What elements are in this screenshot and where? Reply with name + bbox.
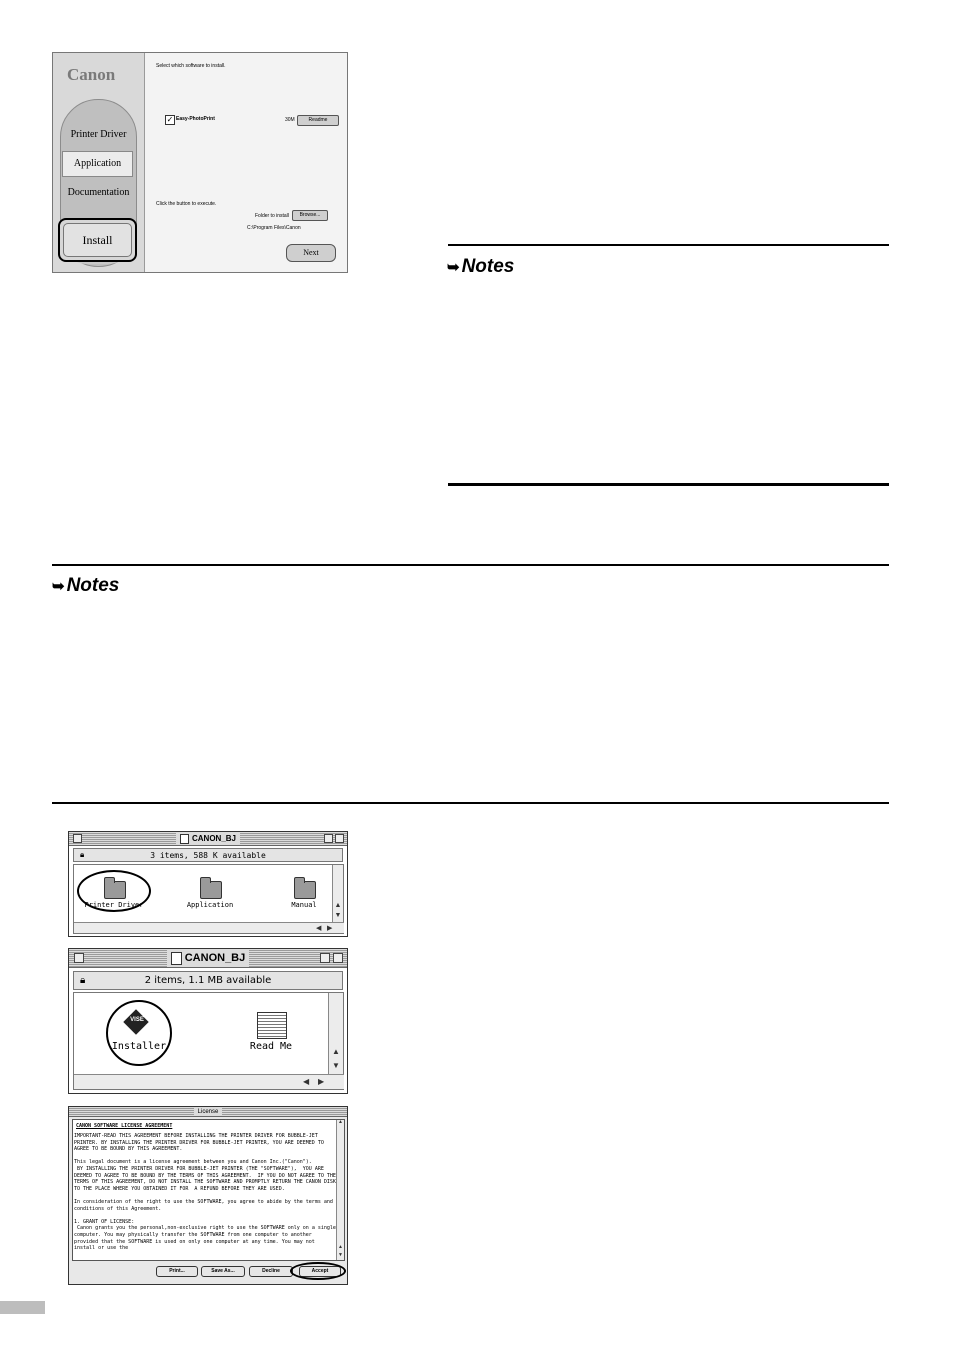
notes-heading (447, 256, 514, 278)
notes-arrow-icon: ➥ (447, 259, 460, 276)
disk-icon (180, 834, 189, 844)
scroll-up-icon[interactable]: ▲ (332, 1047, 340, 1056)
disk-icon (171, 952, 182, 965)
icon-label[interactable]: Read Me (249, 1041, 293, 1052)
install-button[interactable] (58, 218, 137, 262)
print-button[interactable]: Print... (156, 1266, 198, 1277)
scroll-left-icon[interactable]: ◀ (303, 1077, 310, 1086)
folder-path: C:\Program Files\Canon (247, 225, 301, 231)
document-icon[interactable] (257, 1012, 287, 1039)
scroll-left-icon[interactable]: ◀ (316, 925, 322, 932)
scroll-right-icon[interactable]: ▶ (318, 1077, 325, 1086)
notes-top-rule (52, 564, 889, 566)
folder-icon[interactable] (294, 881, 316, 899)
icon-label[interactable]: Installer (111, 1041, 167, 1052)
installer-main-panel (145, 53, 347, 272)
icon-label[interactable]: Manual (291, 901, 317, 909)
scroll-up-icon[interactable]: ▲ (334, 902, 342, 909)
info-text: 2 items, 1.1 MB available (144, 975, 272, 986)
scroll-right-icon[interactable]: ▶ (327, 925, 333, 932)
canon-logo: Canon (67, 65, 116, 84)
finder-window (68, 948, 348, 1094)
license-heading: CANON SOFTWARE LICENSE AGREEMENT (76, 1123, 173, 1129)
scroll-down-icon[interactable]: ▼ (338, 1252, 343, 1258)
window-content (73, 992, 344, 1090)
window-title-text: CANON_BJ (184, 952, 246, 964)
window-content (73, 864, 344, 934)
nav-application[interactable]: Application (62, 151, 133, 177)
highlight-circle (77, 870, 151, 912)
window-title (176, 832, 240, 845)
icon-label[interactable]: Application (186, 901, 234, 909)
horizontal-scrollbar[interactable] (74, 922, 344, 933)
info-bar (73, 848, 343, 862)
notes-arrow-icon: ➥ (52, 578, 65, 595)
save-as-button[interactable]: Save As... (201, 1266, 245, 1277)
notes-bottom-rule (52, 802, 889, 804)
browse-button[interactable]: Browse... (292, 210, 328, 221)
notes-heading (52, 575, 119, 597)
finder-window (68, 831, 348, 937)
installer-window (52, 52, 348, 273)
item-size: 30M (285, 117, 295, 123)
license-window (68, 1106, 348, 1285)
lock-icon: 🔒︎ (80, 975, 86, 986)
notes-bottom-rule (448, 483, 889, 486)
vertical-scrollbar[interactable] (332, 865, 343, 923)
horizontal-scrollbar[interactable] (74, 1074, 344, 1089)
nav-documentation[interactable]: Documentation (67, 187, 130, 198)
readme-button[interactable]: Readme (297, 115, 339, 126)
easy-photoprint-label: Easy-PhotoPrint (176, 116, 215, 122)
click-prompt: Click the button to execute. (156, 201, 217, 207)
info-bar (73, 971, 343, 990)
select-prompt: Select which software to install. (156, 63, 226, 69)
license-body: IMPORTANT-READ THIS AGREEMENT BEFORE INSTALLING THE PRINTER DRIVER FOR BUBBLE-JET PRINTER. BY INSTALLING THE PRINTER DRIVER FOR BUBBLE-JET PRINTER, YOU ARE DEEMED TO AGREE TO BE BOUND BY THIS AGREEMENT. This legal document is a license agreement between you and Canon Inc.("Canon"). BY INSTALLING THE PRINTER DRIVER FOR BUBBLE-JET PRINTER (THE "SOFTWARE"), YOU ARE DEEMED TO AGREE TO BE BOUND BY THE TERMS OF THIS AGREEMENT. IF YOU DO NOT AGREE TO THE TERMS OF THIS AGREEMENT, DO NOT INSTALL THE SOFTWARE AND PROMPTLY RETURN THE CANON DISK TO THE PLACE WHERE YOU OBTAINED IT FOR A REFUND BEFORE THEY ARE USED. In consideration of the right to use the SOFTWARE, you agree to abide by the terms and conditions of this Agreement. 1. GRANT OF LICENSE: Canon grants you the personal,non-exclusive right to use the SOFTWARE only on a single computer. You may physically transfer the SOFTWARE from one computer to another provided that the SOFTWARE is used on only one computer at any time. You may not install or use the (74, 1133, 336, 1252)
nav-printer-driver[interactable]: Printer Driver (70, 129, 127, 140)
scroll-up-icon[interactable]: ▲ (338, 1119, 343, 1125)
next-button[interactable]: Next (286, 244, 336, 262)
notes-heading-text: Notes (461, 256, 515, 277)
folder-icon[interactable] (200, 881, 222, 899)
scroll-down-icon[interactable]: ▼ (334, 912, 342, 919)
scroll-up-icon[interactable]: ▲ (338, 1244, 343, 1250)
highlight-circle (290, 1262, 346, 1280)
vise-logo-text: VISE (130, 1017, 144, 1023)
window-title (167, 949, 250, 967)
scroll-down-icon[interactable]: ▼ (332, 1061, 340, 1070)
notes-top-rule (448, 244, 889, 246)
page-tab (0, 1301, 45, 1314)
info-text: 3 items, 588 K available (150, 850, 266, 860)
accept-button[interactable]: Accept (299, 1266, 341, 1277)
install-button-label: Install (63, 223, 132, 257)
lock-icon: 🔒︎ (80, 850, 85, 859)
folder-label: Folder to install (255, 213, 289, 219)
vise-installer-icon[interactable] (125, 1011, 149, 1035)
window-title-text: CANON_BJ (191, 834, 236, 843)
icon-label[interactable]: Printer Driver (84, 901, 144, 909)
window-title: License (194, 1107, 223, 1116)
decline-button[interactable]: Decline (249, 1266, 293, 1277)
notes-heading-text: Notes (66, 575, 120, 596)
easy-photoprint-checkbox[interactable]: ✓ (166, 115, 174, 124)
vertical-scrollbar[interactable] (328, 993, 343, 1074)
